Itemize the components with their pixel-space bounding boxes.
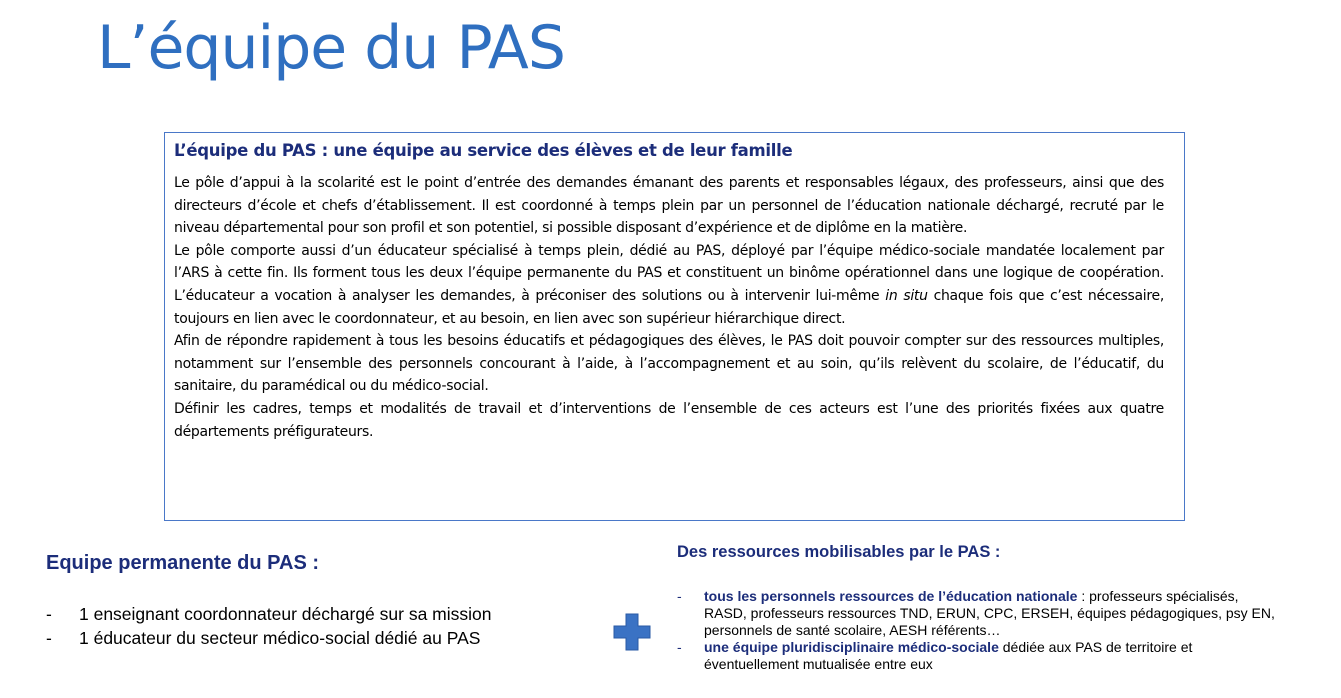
list-item — [46, 602, 606, 626]
permanent-team-list — [46, 602, 606, 650]
box-paragraph-2 — [174, 240, 1164, 330]
plus-icon — [613, 613, 651, 651]
box-heading: L’équipe du PAS : une équipe au service des élèves et de leur famille — [174, 141, 793, 160]
list-item-rest: dédiée aux PAS de territoire et éventuellement mutualisée entre eux — [704, 639, 1193, 672]
box-paragraph-2-end: chaque fois que c’est nécessaire, toujours en lien avec le coordonnateur, et au besoin, en lien avec son supérieur hiérarchique direct. — [174, 287, 1164, 327]
list-item-rest: : professeurs spécialisés, RASD, professeurs ressources TND, ERUN, CPC, ERSEH, équipes pédagogiques, psy EN, personnels de santé scolaire, AESH référents… — [704, 588, 1275, 638]
list-item-text — [704, 639, 1277, 673]
box-paragraph-3: Afin de répondre rapidement à tous les besoins éducatifs et pédagogiques des élèves, le PAS doit pouvoir compter sur des ressources multiples, notamment sur l’ensemble des personnels concourant à l’aide, à l’accompagnement et au soin, qu’ils relèvent du scolaire, de l’éducatif, du sanitaire, du paramédical ou du médico-social. — [174, 333, 1164, 395]
box-paragraph-2-start: Le pôle comporte aussi d’un éducateur spécialisé à temps plein, dédié au PAS, déployé par l’équipe médico-sociale mandatée localement par l’ARS à cette fin. Ils forment tous les deux l’équipe permanente du PAS et constituent un binôme opérationnel dans une logique de coopération. L’éducateur a vocation à analyser les demandes, à préconiser des solutions ou à intervenir lui-même — [174, 242, 1164, 304]
permanent-team-section — [46, 552, 606, 650]
resources-section — [677, 543, 1277, 673]
list-item — [677, 588, 1277, 639]
bullet-dash: - — [677, 639, 682, 655]
resources-heading: Des ressources mobilisables par le PAS : — [677, 543, 1001, 561]
resources-list — [677, 588, 1277, 673]
bullet-dash: - — [677, 588, 682, 604]
list-item — [677, 639, 1277, 673]
list-item — [46, 626, 606, 650]
slide-title: L’équipe du PAS — [97, 13, 565, 83]
box-paragraph-2-italic: in situ — [885, 287, 928, 304]
box-paragraph-1: Le pôle d’appui à la scolarité est le point d’entrée des demandes émanant des parents et responsables légaux, des professeurs, ainsi que des directeurs d’école et chefs d’établissement. Il est coordonné à temps plein par un personnel de l’éducation nationale déchargé, recruté par le niveau départemental pour son profil et son potentiel, si possible disposant d’expérience et de diplôme en la matière. — [174, 175, 1164, 237]
bullet-dash: - — [46, 604, 52, 624]
box-paragraph-4: Définir les cadres, temps et modalités de travail et d’interventions de l’ensemble de ces acteurs est l’une des priorités fixées aux quatre départements préfigurateurs. — [174, 400, 1164, 440]
info-text-box — [164, 132, 1185, 521]
list-item-text — [704, 588, 1277, 639]
permanent-team-heading: Equipe permanente du PAS : — [46, 552, 319, 574]
list-item-text: 1 éducateur du secteur médico-social dédié au PAS — [79, 628, 481, 648]
bullet-dash: - — [46, 628, 52, 648]
list-item-strong: tous les personnels ressources de l’éducation nationale — [704, 588, 1078, 604]
list-item-text: 1 enseignant coordonnateur déchargé sur sa mission — [79, 604, 492, 624]
list-item-strong: une équipe pluridisciplinaire médico-sociale — [704, 639, 999, 655]
